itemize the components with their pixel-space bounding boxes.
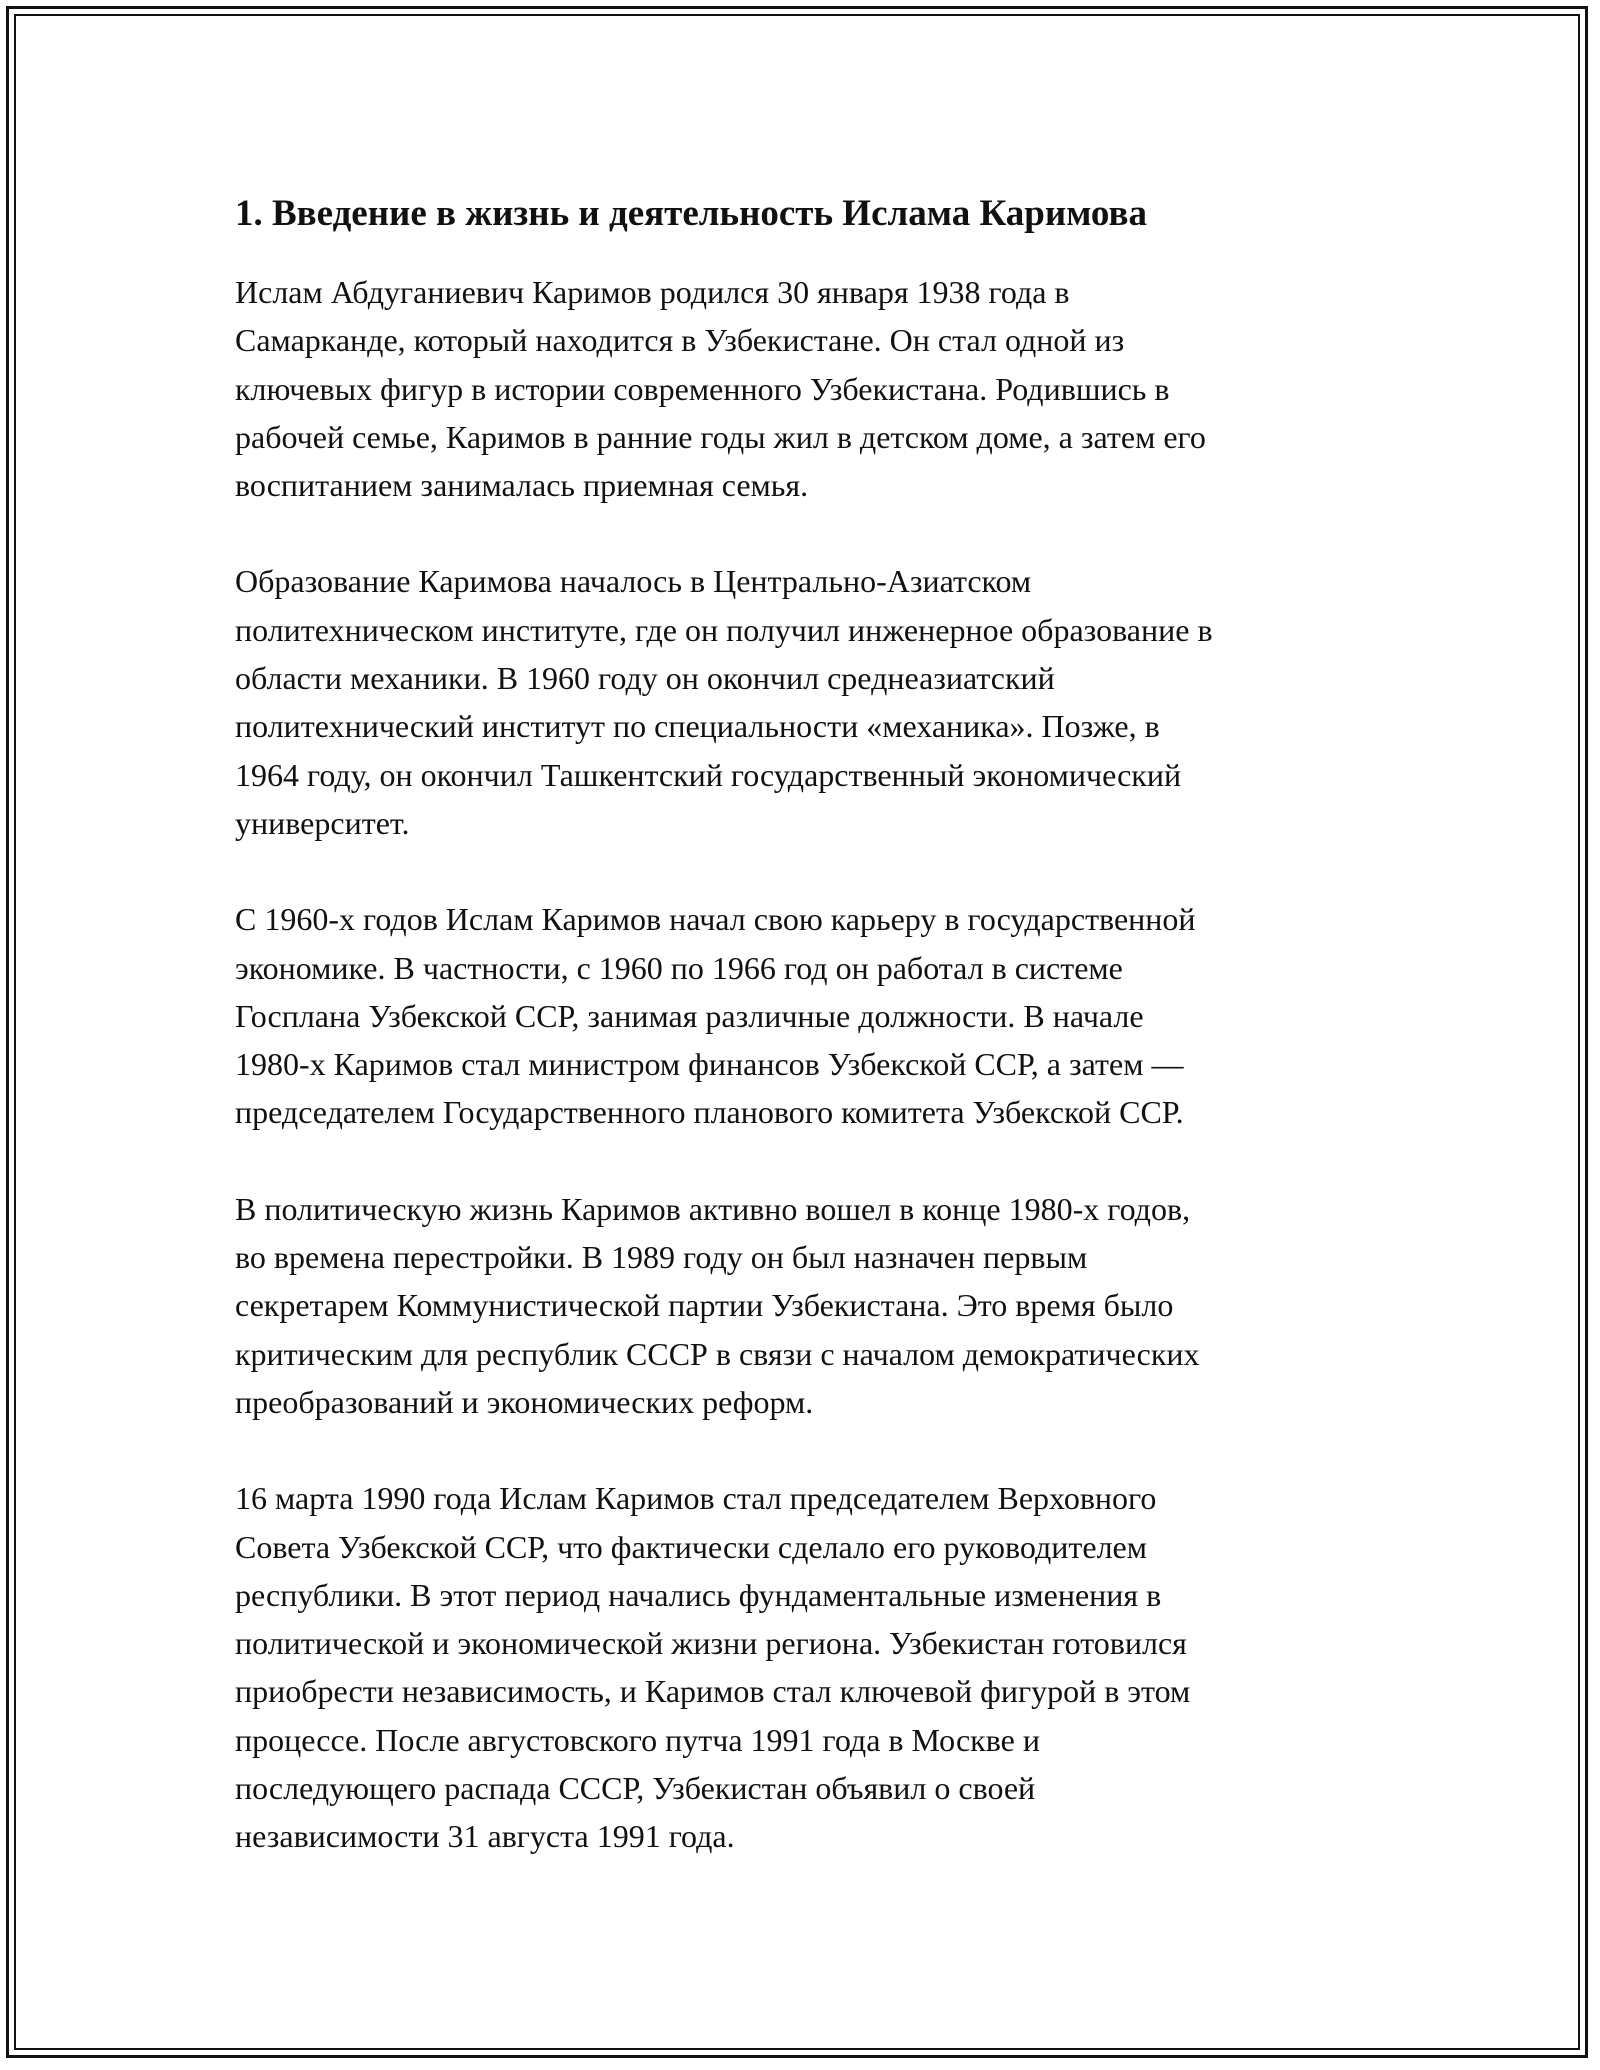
paragraph-line: экономике. В частности, с 1960 по 1966 год он работал в системе [235, 949, 1123, 986]
paragraph-line: Самарканде, который находится в Узбекистане. Он стал одной из [235, 322, 1125, 359]
paragraph-line: 1964 году, он окончил Ташкентский государственный экономический [235, 756, 1182, 793]
paragraph-line: политической и экономической жизни региона. Узбекистан готовился [235, 1625, 1187, 1662]
paragraph-line: 16 марта 1990 года Ислам Каримов стал председателем Верховного [235, 1480, 1157, 1517]
paragraph-line: политехническом институте, где он получил инженерное образование в [235, 611, 1213, 648]
paragraph-line: преобразований и экономических реформ. [235, 1383, 814, 1420]
paragraph-line: последующего распада СССР, Узбекистан объявил о своей [235, 1770, 1036, 1807]
paragraph-line: политехнический институт по специальности «механика». Позже, в [235, 708, 1160, 745]
paragraph-line: университет. [235, 804, 410, 841]
paragraph-line: приобрести независимость, и Каримов стал ключевой фигурой в этом [235, 1673, 1191, 1710]
paragraph-line: В политическую жизнь Каримов активно вошел в конце 1980-х годов, [235, 1190, 1191, 1227]
paragraph-line: ключевых фигур в истории современного Узбекистана. Родившись в [235, 370, 1170, 407]
paragraph-line: председателем Государственного планового комитета Узбекской ССР. [235, 1094, 1184, 1131]
paragraph-birth [235, 268, 1385, 509]
paragraph-career [235, 895, 1385, 1136]
paragraph-line: процессе. После августовского путча 1991 года в Москве и [235, 1721, 1040, 1758]
paragraph-line: секретарем Коммунистической партии Узбекистана. Это время было [235, 1287, 1174, 1324]
paragraph-line: Образование Каримова началось в Центрально-Азиатском [235, 563, 1032, 600]
paragraph-line: во времена перестройки. В 1989 году он был назначен первым [235, 1239, 1088, 1276]
document-body [235, 190, 1385, 1909]
paragraph-education [235, 557, 1385, 847]
paragraph-line: независимости 31 августа 1991 года. [235, 1818, 735, 1855]
paragraph-line: области механики. В 1960 году он окончил среднеазиатский [235, 660, 1055, 697]
paragraph-line: 1980-х Каримов стал министром финансов Узбекской ССР, а затем — [235, 1046, 1184, 1083]
paragraph-line: критическим для республик СССР в связи с началом демократических [235, 1335, 1200, 1372]
paragraph-independence [235, 1474, 1385, 1860]
paragraph-line: Госплана Узбекской ССР, занимая различные должности. В начале [235, 997, 1144, 1034]
paragraph-line: рабочей семье, Каримов в ранние годы жил в детском доме, а затем его [235, 418, 1206, 455]
paragraph-line: республики. В этот период начались фундаментальные изменения в [235, 1576, 1162, 1613]
paragraph-politics [235, 1185, 1385, 1426]
paragraph-line: С 1960-х годов Ислам Каримов начал свою карьеру в государственной [235, 901, 1196, 938]
paragraph-line: воспитанием занималась приемная семья. [235, 467, 809, 504]
section-heading: 1. Введение в жизнь и деятельность Ислама Каримова [235, 193, 1147, 234]
paragraph-line: Совета Узбекской ССР, что фактически сделало его руководителем [235, 1528, 1147, 1565]
paragraph-line: Ислам Абдуганиевич Каримов родился 30 января 1938 года в [235, 274, 1070, 310]
